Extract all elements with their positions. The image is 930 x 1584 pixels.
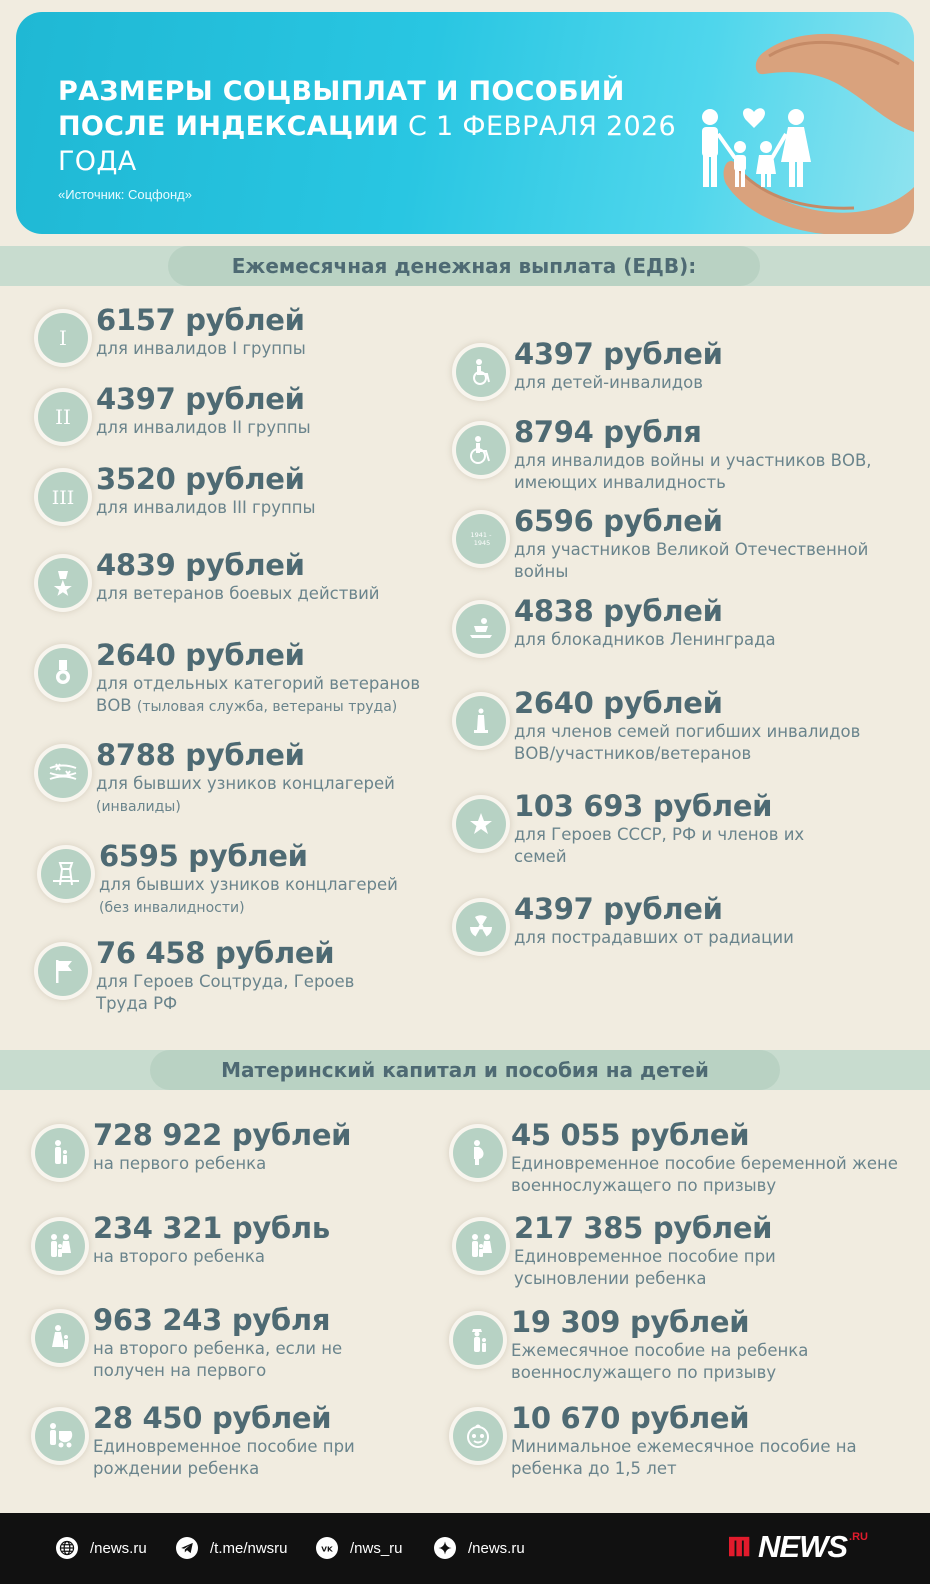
item-description: на первого ребенка [93,1154,267,1173]
page-title [58,74,698,179]
section-title-edv: Ежемесячная денежная выплата (ЕДВ): [168,246,760,286]
item-amount: 45 055 рублей [511,1118,750,1152]
svg-text:I: I [59,326,67,350]
wheelchair-icon [456,425,506,475]
item-description: для инвалидов III группы [96,498,316,517]
item-description: на второго ребенка, если не получен на первого [93,1339,343,1380]
logo-suffix: .RU [849,1531,868,1543]
section-band-maternal [0,1050,930,1090]
item-amount: 2640 рублей [96,638,305,672]
footer-link-label: /news.ru [90,1539,147,1557]
item-description: для участников Великой Отечественной войны [514,540,869,581]
item-amount: 28 450 рублей [93,1401,332,1435]
roman-one-icon [38,313,88,363]
footer-link-zen[interactable] [434,1537,525,1559]
item-amount: 963 243 рубля [93,1303,331,1337]
camp-tower-icon [41,849,91,899]
monument-icon [456,696,506,746]
item-description: для Героев Соцтруда, Героев Труда РФ [96,972,355,1013]
item-description: для инвалидов II группы [96,418,311,437]
item-amount: 6596 рублей [514,504,723,538]
vk-icon [316,1537,338,1559]
svg-text:II: II [55,405,71,429]
item-description [99,874,459,919]
item-description: Ежемесячное пособие на ребенка военнослужащего по призыву [511,1341,809,1382]
footer-link-vk[interactable] [316,1537,403,1559]
item-amount: 76 458 рублей [96,936,335,970]
roman-three-icon [38,472,88,522]
item-amount: 6595 рублей [99,839,308,873]
family-hands-illustration [614,12,914,234]
roman-two-icon [38,392,88,442]
footer-link-label: /news.ru [468,1539,525,1557]
item-description: Единовременное пособие при рождении ребенка [93,1437,355,1478]
wheelchair-child-icon [456,347,506,397]
footer-link-label: /t.me/nwsru [210,1539,288,1557]
item-description: для членов семей погибших инвалидов ВОВ/участников/ветеранов [514,722,861,763]
parent-child-icon [35,1128,85,1178]
item-description-main: для отдельных категорий ветеранов ВОВ [96,674,421,715]
sled-icon [456,604,506,654]
item-description: на второго ребенка [93,1247,265,1266]
item-description: для ветеранов боевых действий [96,584,380,603]
item-description: для пострадавших от радиации [514,928,794,947]
star-icon [456,799,506,849]
zen-icon [434,1537,456,1559]
item-amount: 217 385 рублей [514,1211,773,1245]
item-amount: 2640 рублей [514,686,723,720]
item-description: для Героев СССР, РФ и членов их семей [514,825,805,866]
globe-icon [56,1537,78,1559]
medal-star-icon [38,558,88,608]
logo-text: NEWS [758,1529,848,1564]
item-amount: 8788 рублей [96,738,305,772]
medal-icon [38,648,88,698]
svg-text:III: III [51,487,75,509]
years-top-label: 1941 - [470,531,492,539]
footer-link-telegram[interactable] [176,1537,288,1559]
telegram-icon [176,1537,198,1559]
footer-link-website[interactable] [56,1537,147,1559]
item-description-main: для бывших узников концлагерей [96,774,395,793]
item-amount: 4397 рублей [96,382,305,416]
pregnant-icon [453,1128,503,1178]
item-amount: 10 670 рублей [511,1401,750,1435]
item-amount: 19 309 рублей [511,1305,750,1339]
footer-link-label: /nws_ru [350,1539,403,1557]
item-description [96,773,456,818]
item-description-note: (инвалиды) [96,799,181,815]
item-description: Минимальное ежемесячное пособие на ребенка до 1,5 лет [511,1437,857,1478]
item-amount: 3520 рублей [96,462,305,496]
logo-mark-icon [728,1535,754,1559]
section-title-maternal: Материнский капитал и пособия на детей [150,1050,780,1090]
page-title-bold: РАЗМЕРЫ СОЦВЫПЛАТ И ПОСОБИЙ ПОСЛЕ ИНДЕКСАЦИИ [58,76,625,142]
news-ru-logo[interactable] [728,1529,868,1565]
item-amount: 4839 рублей [96,548,305,582]
flag-icon [38,946,88,996]
item-description: Единовременное пособие при усыновлении ребенка [514,1247,776,1288]
footer [0,1513,930,1584]
item-amount: 4397 рублей [514,892,723,926]
adoption-icon [456,1221,506,1271]
stroller-icon [35,1411,85,1461]
family-icon [35,1221,85,1271]
barbed-wire-icon [38,748,88,798]
source-note: «Источник: Соцфонд» [58,187,192,202]
item-description: для инвалидов войны и участников ВОВ, имеющих инвалидность [514,451,872,492]
item-description-main: для бывших узников концлагерей [99,875,398,894]
item-amount: 234 321 рубль [93,1211,330,1245]
item-description [96,673,456,718]
radiation-icon [456,902,506,952]
item-amount: 4397 рублей [514,337,723,371]
item-description: для детей-инвалидов [514,373,703,392]
years-1941-1945-icon [456,514,506,564]
header-banner [16,12,914,234]
soldier-child-icon [453,1315,503,1365]
section-band-edv [0,246,930,286]
item-description-note: (тыловая служба, ветераны труда) [136,699,398,715]
page-title-rest: С 1 ФЕВРАЛЯ 2026 ГОДА [58,111,676,177]
years-bottom-label: 1945 [473,539,491,547]
item-description: для инвалидов I группы [96,339,306,358]
item-amount: 103 693 рублей [514,789,773,823]
item-amount: 728 922 рублей [93,1118,352,1152]
item-description: Единовременное пособие беременной жене военнослужащего по призыву [511,1154,898,1195]
item-amount: 4838 рублей [514,594,723,628]
baby-face-icon [453,1411,503,1461]
item-amount: 8794 рубля [514,415,702,449]
mother-children-icon [35,1313,85,1363]
item-amount: 6157 рублей [96,303,305,337]
item-description-note: (без инвалидности) [99,900,245,916]
item-description: для блокадников Ленинграда [514,630,776,649]
svg-text:VK: VK [321,1544,333,1554]
